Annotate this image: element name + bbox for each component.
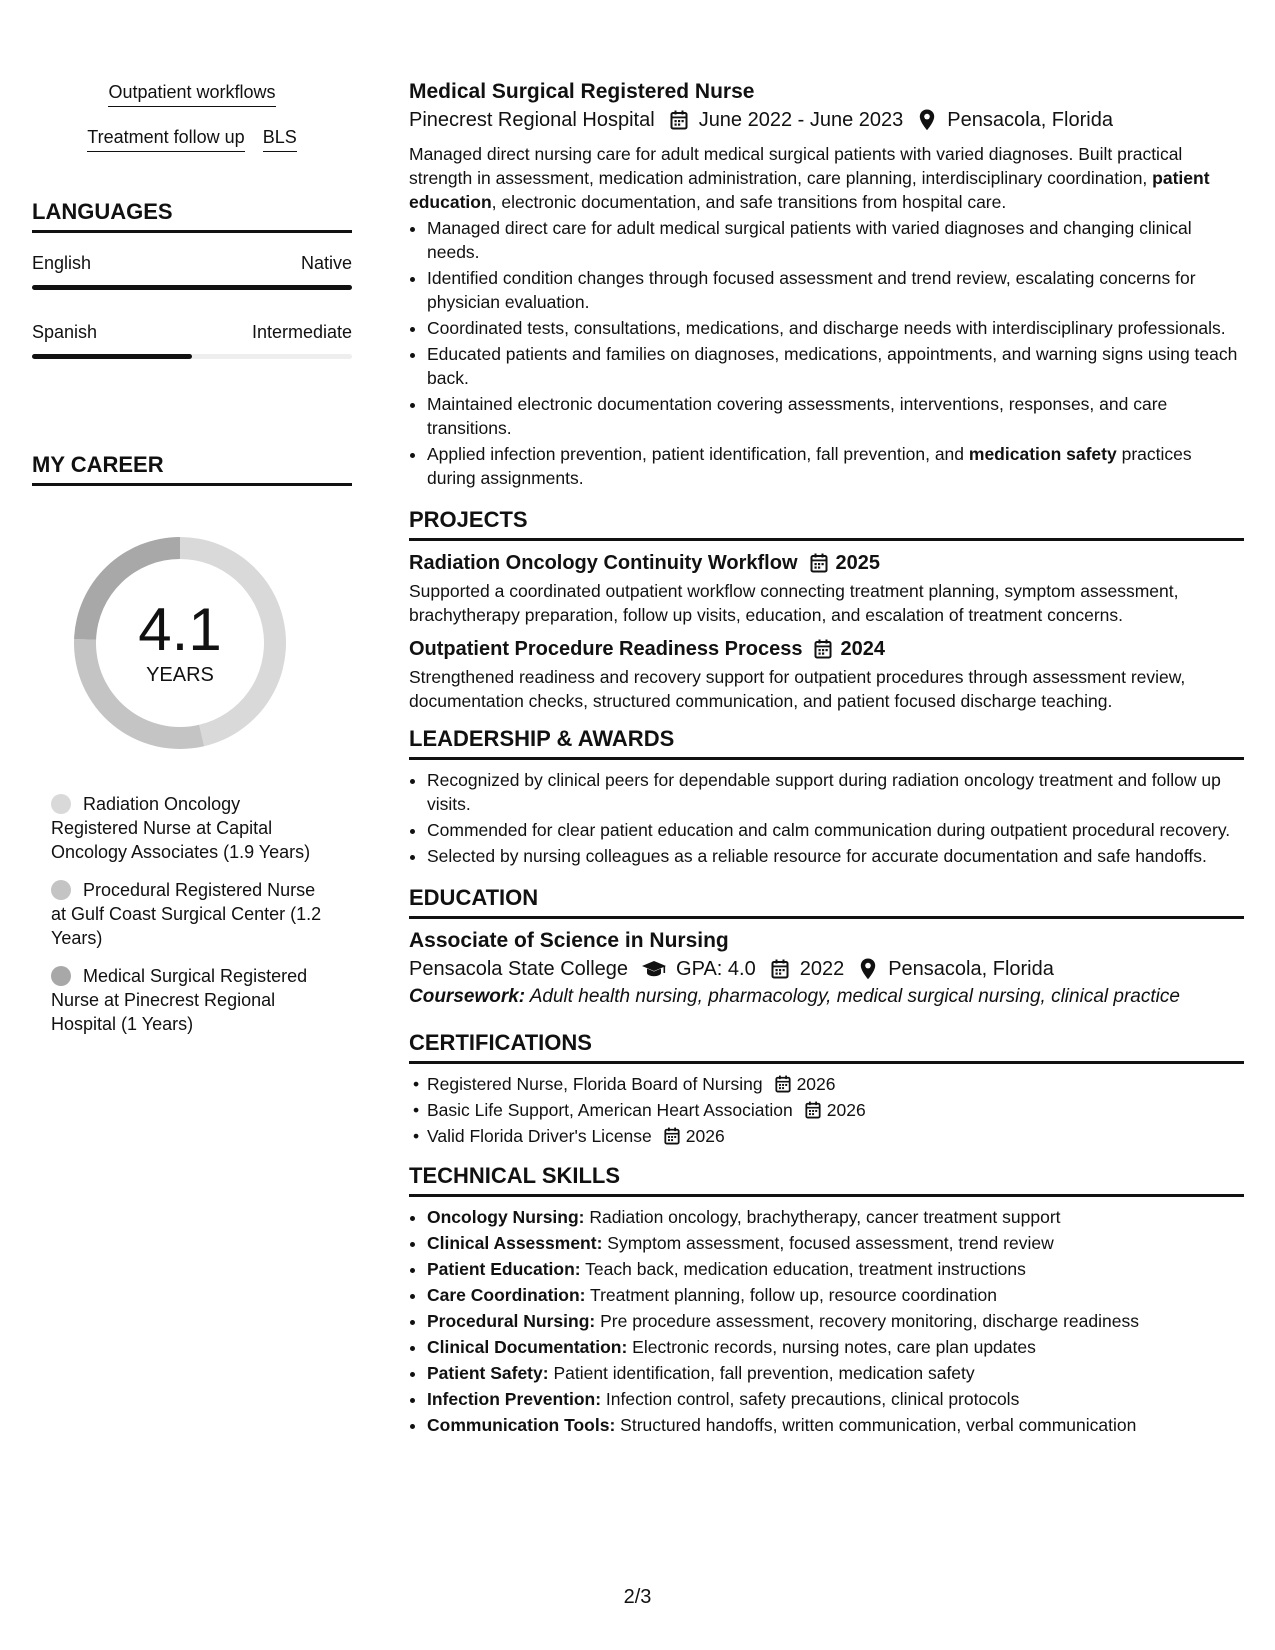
cert-name: • Basic Life Support, American Heart Association: [427, 1100, 793, 1120]
career-legend-label: Radiation Oncology Registered Nurse at Capital Oncology Associates (1.9 Years): [51, 794, 311, 862]
coursework-label: Coursework:: [409, 986, 526, 1007]
list-item: • Commended for clear patient education and calm communication during outpatient procedural recovery.: [427, 818, 1244, 842]
project-name: Outpatient Procedure Readiness Process: [409, 638, 803, 660]
bullet-text: Applied infection prevention, patient identification, fall prevention, and: [427, 444, 969, 464]
career-legend-item: [51, 964, 332, 1036]
skill-value: Infection control, safety precautions, clinical protocols: [605, 1389, 1020, 1409]
calendar-icon: [805, 1101, 823, 1119]
skill-label: Patient Education:: [427, 1259, 581, 1279]
cert-year: 2026: [685, 1126, 725, 1146]
education-title: EDUCATION: [409, 884, 1244, 919]
skill-tag: Treatment follow up: [87, 125, 244, 152]
list-item: [427, 1361, 1244, 1385]
list-item: [427, 1283, 1244, 1307]
graduation-year: 2022: [799, 958, 845, 980]
technical-skills-list: [409, 1205, 1244, 1437]
skill-value: Structured handoffs, written communication, verbal communication: [620, 1415, 1137, 1435]
project-title: [409, 549, 1244, 577]
skill-value: Electronic records, nursing notes, care plan updates: [632, 1337, 1036, 1357]
job-dates: June 2022 - June 2023: [698, 109, 904, 131]
list-item: [427, 442, 1244, 490]
coursework-text: Adult health nursing, pharmacology, medical surgical nursing, clinical practice: [529, 986, 1180, 1007]
language-bar-fill: [32, 285, 352, 290]
technical-skills-title: TECHNICAL SKILLS: [409, 1162, 1244, 1197]
coursework: [409, 983, 1244, 1011]
career-legend-label: Procedural Registered Nurse at Gulf Coast Surgical Center (1.2 Years): [51, 880, 322, 948]
list-item: • Educated patients and families on diagnoses, medications, appointments, and warning signs using teach back.: [427, 342, 1244, 390]
project-name: Radiation Oncology Continuity Workflow: [409, 552, 798, 574]
list-item: • Maintained electronic documentation covering assessments, interventions, responses, and care transitions.: [427, 392, 1244, 440]
job-title: Medical Surgical Registered Nurse: [409, 80, 755, 103]
list-item: [427, 1413, 1244, 1437]
location-pin-icon: [916, 109, 938, 131]
skill-value: Radiation oncology, brachytherapy, cancer treatment support: [589, 1207, 1061, 1227]
summary-text: , electronic documentation, and safe transitions from hospital care.: [491, 192, 1007, 212]
calendar-icon: [775, 1075, 793, 1093]
project-year: 2025: [835, 552, 881, 574]
career-title: MY CAREER: [32, 451, 352, 486]
list-item: [427, 1205, 1244, 1229]
projects-title: PROJECTS: [409, 506, 1244, 541]
calendar-icon: [814, 639, 834, 659]
leadership-bullets: [409, 768, 1244, 868]
career-legend: [32, 792, 352, 1036]
degree-title: Associate of Science in Nursing: [409, 929, 729, 952]
list-item: [427, 1124, 1244, 1148]
language-bar-fill: [32, 354, 192, 359]
project-year: 2024: [840, 638, 885, 660]
list-item: [427, 1257, 1244, 1281]
legend-dot: [51, 966, 71, 986]
list-item: [427, 1231, 1244, 1255]
page-number: 2/3: [623, 1586, 652, 1608]
skill-value: Symptom assessment, focused assessment, trend review: [607, 1233, 1054, 1253]
language-bar: [32, 354, 352, 359]
project-title: [409, 635, 1244, 663]
cert-name: • Registered Nurse, Florida Board of Nursing: [427, 1074, 763, 1094]
cert-year: 2026: [796, 1074, 836, 1094]
job-location: Pensacola, Florida: [947, 109, 1113, 131]
list-item: • Selected by nursing colleagues as a reliable resource for accurate documentation and safe handoffs.: [427, 844, 1244, 868]
certifications-list: [409, 1072, 1244, 1148]
skill-label: Procedural Nursing:: [427, 1311, 596, 1331]
list-item: [427, 1309, 1244, 1333]
list-item: • Managed direct care for adult medical surgical patients with varied diagnoses and changing clinical needs.: [427, 216, 1244, 264]
gpa: GPA: 4.0: [676, 958, 756, 980]
calendar-icon: [810, 553, 830, 573]
skill-label: Care Coordination:: [427, 1285, 586, 1305]
language-item: [32, 251, 352, 290]
school-name: Pensacola State College: [409, 958, 629, 980]
skill-tag: Outpatient workflows: [108, 80, 275, 107]
list-item: • Recognized by clinical peers for dependable support during radiation oncology treatment and follow up visits.: [427, 768, 1244, 816]
certifications-title: CERTIFICATIONS: [409, 1029, 1244, 1064]
project-description: Strengthened readiness and recovery support for outpatient procedures through assessment review, documentation checks, structured communication, and patient focused discharge teaching.: [409, 667, 1186, 711]
career-total-years: 4.1: [138, 596, 222, 663]
skill-label: Communication Tools:: [427, 1415, 616, 1435]
skill-value: Patient identification, fall prevention, medication safety: [553, 1363, 975, 1383]
languages-title: LANGUAGES: [32, 198, 352, 233]
language-level: Native: [300, 253, 352, 273]
summary-text: Managed direct nursing care for adult medical surgical patients with varied diagnoses. Built practical strength in assessment, medication administration, care planning, interdisciplinary coordination,: [409, 144, 1183, 188]
bullet-text: practices during assignments.: [427, 444, 1192, 488]
language-name: English: [32, 253, 92, 273]
calendar-icon: [668, 109, 690, 131]
skill-label: Clinical Documentation:: [427, 1337, 628, 1357]
list-item: • Identified condition changes through focused assessment and trend review, escalating concerns for physician evaluation.: [427, 266, 1244, 314]
list-item: • Coordinated tests, consultations, medications, and discharge needs with interdisciplinary professionals.: [427, 316, 1244, 340]
career-legend-label: Medical Surgical Registered Nurse at Pinecrest Regional Hospital (1 Years): [51, 966, 308, 1034]
legend-dot: [51, 880, 71, 900]
graduation-cap-icon: [641, 958, 667, 980]
bullet-bold: medication safety: [968, 444, 1117, 464]
language-bar: [32, 285, 352, 290]
summary-bold: patient education: [409, 168, 1210, 212]
skill-tags-row-1: [32, 80, 352, 107]
employer: Pinecrest Regional Hospital: [409, 109, 655, 131]
skill-label: Oncology Nursing:: [427, 1207, 585, 1227]
job-meta: [409, 106, 1244, 134]
list-item: [427, 1072, 1244, 1096]
list-item: [427, 1335, 1244, 1359]
school-location: Pensacola, Florida: [888, 958, 1054, 980]
calendar-icon: [769, 958, 791, 980]
cert-name: • Valid Florida Driver's License: [427, 1126, 652, 1146]
skill-label: Clinical Assessment:: [427, 1233, 603, 1253]
leadership-title: LEADERSHIP & AWARDS: [409, 725, 1244, 760]
career-legend-item: [51, 878, 332, 950]
skill-tags-row-2: [32, 125, 352, 152]
skill-value: Pre procedure assessment, recovery monitoring, discharge readiness: [600, 1311, 1139, 1331]
education-meta: [409, 955, 1244, 983]
left-column: [32, 80, 352, 1050]
skill-label: Patient Safety:: [427, 1363, 549, 1383]
career-legend-item: [51, 792, 332, 864]
career-years-unit: YEARS: [146, 664, 214, 686]
job-summary: [409, 142, 1244, 214]
list-item: [427, 1387, 1244, 1411]
legend-dot: [51, 794, 71, 814]
calendar-icon: [664, 1127, 682, 1145]
language-name: Spanish: [32, 322, 98, 342]
language-level: Intermediate: [251, 322, 352, 342]
job-bullets: [409, 216, 1244, 490]
skill-tag: BLS: [263, 125, 297, 152]
right-column: [409, 78, 1244, 1439]
project-description: Supported a coordinated outpatient workflow connecting treatment planning, symptom assessment, brachytherapy preparation, follow up visits, education, and escalation of treatment concerns.: [409, 581, 1179, 625]
career-donut-chart: [65, 528, 295, 758]
language-item: [32, 320, 352, 359]
skill-label: Infection Prevention:: [427, 1389, 602, 1409]
cert-year: 2026: [826, 1100, 866, 1120]
list-item: [427, 1098, 1244, 1122]
skill-value: Treatment planning, follow up, resource coordination: [590, 1285, 997, 1305]
skill-value: Teach back, medication education, treatment instructions: [585, 1259, 1026, 1279]
location-pin-icon: [857, 958, 879, 980]
